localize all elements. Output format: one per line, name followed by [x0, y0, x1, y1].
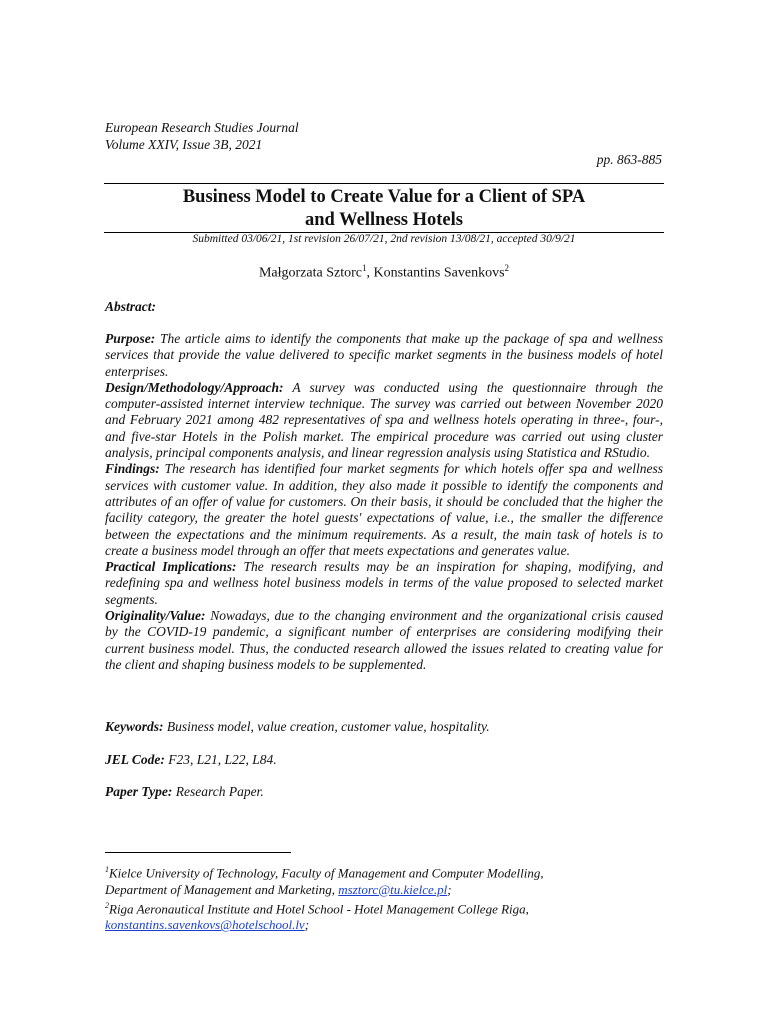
journal-volume: Volume XXIV, Issue 3B, 2021 — [105, 137, 263, 152]
email-link[interactable]: msztorc@tu.kielce.pl — [338, 881, 448, 897]
section-heading: Practical Implications: — [105, 559, 237, 575]
keywords-label: Keywords: — [105, 719, 164, 734]
section-heading: Findings: — [105, 461, 160, 477]
paper-type-label: Paper Type: — [105, 784, 173, 799]
author-separator: , — [366, 265, 374, 281]
author-affiliation-mark: 2 — [504, 263, 510, 273]
footnote-2 — [105, 898, 665, 918]
paper-title — [104, 186, 664, 232]
section-heading: Design/Methodology/Approach: — [105, 379, 284, 395]
section-text: A survey was conducted using the questionnaire through the computer-assisted internet interview technique. The survey was carried out between November 2020 and February 2021 among 482 representatives of spa and wellness hotels operating in three-, four-, and five-star Hotels in the Polish market. The empirical procedure was carried out using cluster analysis, principal components analysis, and linear regression analysis using Statistica and RStudio. — [105, 379, 663, 461]
footnote-end: ; — [447, 881, 452, 897]
keywords-value: Business model, value creation, customer value, hospitality. — [163, 719, 490, 734]
footnote-text: Kielce University of Technology, Faculty of Management and Computer Modelling, — [109, 865, 544, 881]
submission-dates: Submitted 03/06/21, 1st revision 26/07/21, 2nd revision 13/08/21, accepted 30/9/21 — [192, 233, 576, 245]
section-heading: Originality/Value: — [105, 608, 206, 624]
author-name: Konstantins Savenkovs — [373, 265, 505, 281]
section-heading: Purpose: — [105, 331, 156, 346]
footnote-rule — [105, 852, 291, 853]
footnote-text: Riga Aeronautical Institute and Hotel School - Hotel Management College Riga, — [109, 901, 529, 917]
section-text: The research has identified four market segments for which hotels offer spa and wellness services with customer value. In addition, they also made it possible to identify the components and attributes of an offer of value for customers. On their basis, it should be concluded that the higher the facility category, the greater the hotel guests' expectations of value, i.e., the smaller the difference between the expectations and the minimum requirements. As a result, the main task of hotels is to create a business model through an offer that meets expectations and generates value. — [105, 461, 663, 558]
section-text: The article aims to identify the components that make up the package of spa and wellness services that provide the value delivered to specific market segments in the business models of hotel enterprises. — [105, 331, 663, 379]
section-text: Nowadays, due to the changing environment and the organizational crisis caused by the COVID-19 pandemic, a significant number of enterprises are considering modifying their current business model. Thus, the conducted research allowed the issues related to creating value for the client and shaping business models to be supplemented. — [105, 608, 663, 672]
title-line-1: Business Model to Create Value for a Client of SPA — [182, 187, 586, 207]
abstract-section-findings — [105, 461, 663, 559]
title-line-2: and Wellness Hotels — [305, 210, 463, 230]
footnote-end: ; — [304, 917, 310, 933]
jel-value: F23, L21, L22, L84. — [164, 752, 277, 767]
abstract-label: Abstract: — [105, 299, 157, 314]
email-link[interactable]: konstantins.savenkovs@hotelschool.lv — [105, 917, 305, 933]
footnote-1 — [105, 862, 665, 882]
footnotes — [105, 862, 665, 933]
footnote-1-cont — [105, 882, 665, 898]
journal-name: European Research Studies Journal — [105, 120, 299, 135]
footnote-2-cont — [105, 917, 665, 933]
paper-type — [105, 784, 264, 800]
abstract-body — [105, 331, 663, 673]
abstract-section-design — [105, 380, 663, 461]
jel-label: JEL Code: — [105, 752, 165, 767]
abstract-section-implications — [105, 559, 663, 608]
journal-header — [105, 119, 299, 153]
section-text: The research results may be an inspiration for shaping, modifying, and redefining spa and wellness hotel business models in terms of the value proposed to selected market segments. — [105, 559, 663, 607]
jel-code — [105, 752, 277, 768]
footnote-text: Department of Management and Marketing, — [105, 881, 339, 897]
keywords — [105, 719, 490, 735]
abstract-section-purpose — [105, 331, 663, 380]
author-name: Małgorzata Sztorc — [258, 265, 362, 281]
footnote-mark: 1 — [105, 865, 109, 874]
footnote-mark: 2 — [105, 900, 109, 910]
paper-type-value: Research Paper. — [172, 784, 264, 799]
abstract-section-originality — [105, 608, 663, 673]
title-top-rule — [104, 183, 664, 184]
authors-line — [104, 263, 664, 282]
page-range: pp. 863-885 — [596, 152, 662, 167]
author-affiliation-mark: 1 — [361, 263, 367, 273]
